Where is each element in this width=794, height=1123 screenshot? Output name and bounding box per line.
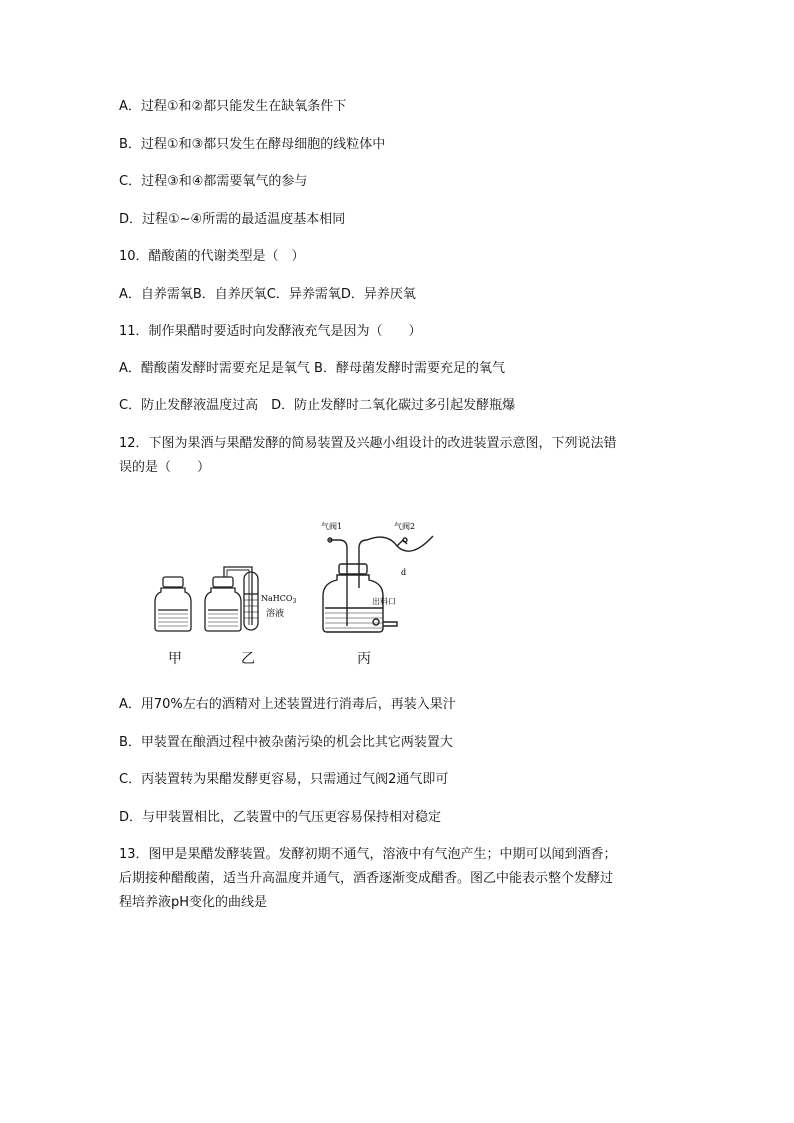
q9-option-b: B．过程①和③都只发生在酵母细胞的线粒体中	[119, 137, 386, 152]
q12-option-d: D．与甲装置相比，乙装置中的气压更容易保持相对稳定	[119, 810, 442, 825]
q9-option-a: A．过程①和②都只能发生在缺氧条件下	[119, 99, 347, 114]
solution-label: 溶液	[266, 609, 285, 619]
q11-options-row2: C．防止发酵液温度过高 D．防止发酵时二氧化碳过多引起发酵瓶爆	[119, 398, 516, 413]
q11-options-row1: A．醋酸菌发酵时需要充足是氧气 B．酵母菌发酵时需要充足的氧气	[119, 361, 505, 376]
valve-2-label: 气阀2	[394, 522, 416, 531]
q10-options: A．自养需氧B．自养厌氧C．异养需氧D．异养厌氧	[119, 287, 416, 302]
d-label: d	[401, 568, 407, 577]
q13-line3: 程培养液pH变化的曲线是	[119, 895, 268, 910]
caption-jia: 甲	[168, 651, 182, 667]
bottle-bing	[323, 536, 433, 632]
caption-bing: 丙	[357, 651, 371, 667]
q12-option-b: B．甲装置在酿酒过程中被杂菌污染的机会比其它两装置大	[119, 735, 453, 750]
q13-line1: 13．图甲是果醋发酵装置。发酵初期不通气，溶液中有气泡产生；中期可以闻到酒香；	[119, 847, 617, 862]
valve-1-label: 气阀1	[321, 522, 343, 531]
q12-stem-line1: 12．下图为果酒与果醋发酵的简易装置及兴趣小组设计的改进装置示意图，下列说法错	[119, 436, 617, 451]
fermentation-apparatus-figure	[140, 518, 440, 668]
q10-stem: 10．醋酸菌的代谢类型是（ ）	[119, 249, 305, 264]
nahco3-label: NaHCO$_3$	[261, 594, 297, 605]
q13-line2: 后期接种醋酸菌，适当升高温度并通气，酒香逐渐变成醋香。图乙中能表示整个发酵过	[119, 871, 614, 886]
bottle-jia	[155, 577, 191, 631]
apparatus-drawing	[140, 518, 440, 668]
q12-option-c: C．丙装置转为果醋发酵更容易，只需通过气阀2通气即可	[119, 772, 449, 787]
bottle-yi	[205, 567, 258, 631]
q12-stem-line2: 误的是（ ）	[119, 460, 211, 475]
caption-yi: 乙	[241, 651, 255, 667]
q12-option-a: A．用70%左右的酒精对上述装置进行消毒后，再装入果汁	[119, 697, 456, 712]
q9-option-c: C．过程③和④都需要氧气的参与	[119, 174, 308, 189]
nahco3-subscript: 3	[292, 598, 297, 605]
outlet-label: 出料口	[372, 597, 396, 606]
q11-stem: 11．制作果醋时要适时向发酵液充气是因为（ ）	[119, 324, 422, 339]
q9-option-d: D．过程①~④所需的最适温度基本相同	[119, 212, 346, 227]
